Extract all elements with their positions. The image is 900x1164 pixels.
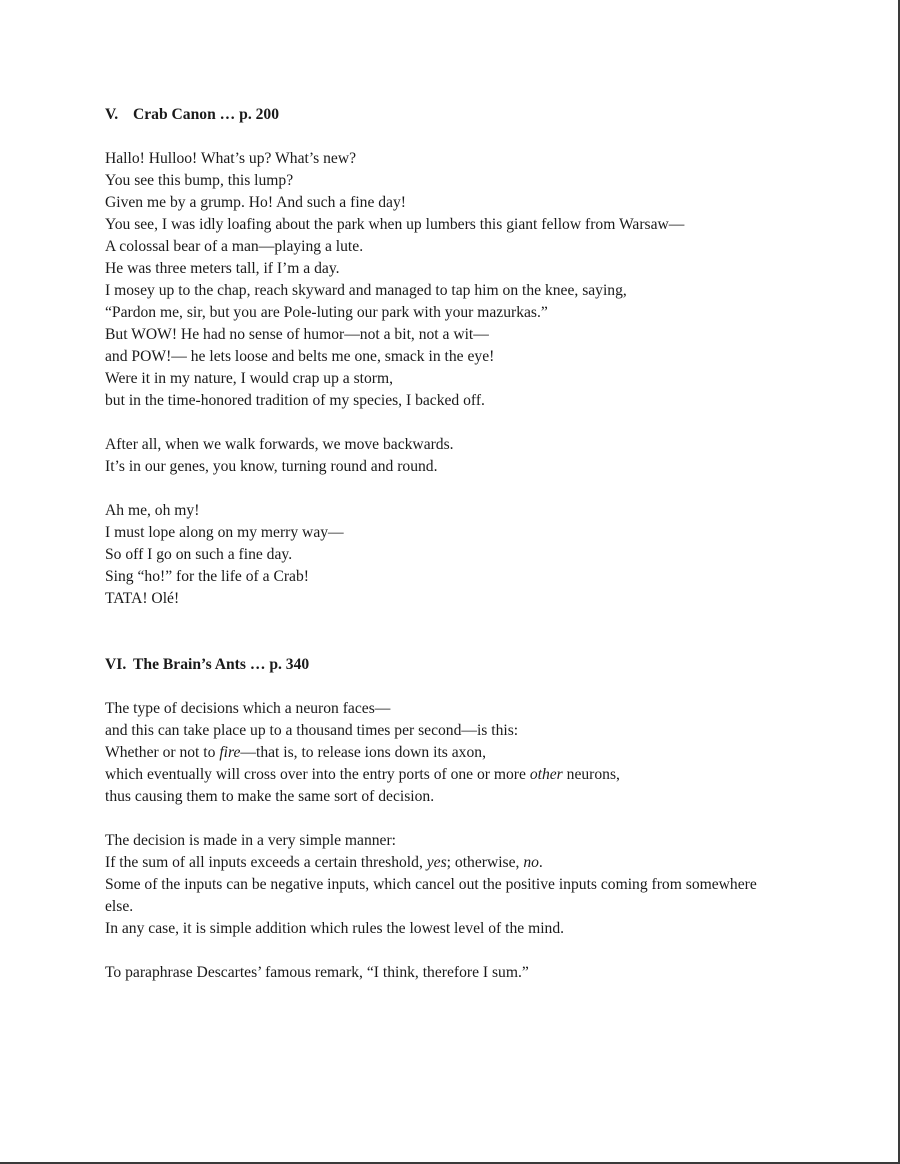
verse-line: Were it in my nature, I would crap up a storm, xyxy=(105,370,394,387)
verse-line: After all, when we walk forwards, we move backwards. xyxy=(105,436,454,453)
verse-line: You see this bump, this lump? xyxy=(105,172,294,189)
verse-line: So off I go on such a fine day. xyxy=(105,546,293,563)
verse-line: “Pardon me, sir, but you are Pole-luting our park with your mazurkas.” xyxy=(105,304,548,321)
verse-line: It’s in our genes, you know, turning round and round. xyxy=(105,458,438,475)
section-heading-crab-canon xyxy=(105,104,785,126)
text-run: which eventually will cross over into the entry ports of one or more xyxy=(105,766,530,783)
stanza xyxy=(105,434,785,478)
verse-line: Hallo! Hulloo! What’s up? What’s new? xyxy=(105,150,357,167)
verse-line: Some of the inputs can be negative inputs, which cancel out the positive inputs coming from somewhere else. xyxy=(105,876,757,915)
verse-line: but in the time-honored tradition of my species, I backed off. xyxy=(105,392,485,409)
stanza xyxy=(105,830,785,940)
verse-line: The decision is made in a very simple manner: xyxy=(105,832,396,849)
verse-line: You see, I was idly loafing about the park when up lumbers this giant fellow from Warsaw— xyxy=(105,216,685,233)
verse-line: I mosey up to the chap, reach skyward and managed to tap him on the knee, saying, xyxy=(105,282,627,299)
text-run: —that is, to release ions down its axon, xyxy=(240,744,486,761)
verse-line: and POW!— he lets loose and belts me one, smack in the eye! xyxy=(105,348,495,365)
section-title: The Brain’s Ants … p. 340 xyxy=(133,656,310,673)
emphasis-text: no xyxy=(523,854,539,871)
emphasis-text: fire xyxy=(219,744,241,761)
verse-line: In any case, it is simple addition which rules the lowest level of the mind. xyxy=(105,920,565,937)
text-run: ; otherwise, xyxy=(446,854,524,871)
section-title: Crab Canon … p. 200 xyxy=(133,106,280,123)
emphasis-text: yes xyxy=(426,854,447,871)
verse-line: I must lope along on my merry way— xyxy=(105,524,344,541)
section-number: VI. xyxy=(105,656,127,673)
stanza xyxy=(105,698,785,808)
stanza xyxy=(105,500,785,610)
stanza xyxy=(105,962,785,984)
verse-line: Ah me, oh my! xyxy=(105,502,200,519)
text-run: . xyxy=(538,854,543,871)
verse-line: He was three meters tall, if I’m a day. xyxy=(105,260,340,277)
stanza xyxy=(105,148,785,412)
verse-line: The type of decisions which a neuron faces— xyxy=(105,700,391,717)
verse-line: and this can take place up to a thousand times per second—is this: xyxy=(105,722,519,739)
verse-line xyxy=(105,852,785,874)
verse-line: thus causing them to make the same sort of decision. xyxy=(105,788,435,805)
verse-line xyxy=(105,742,785,764)
document-content xyxy=(105,104,785,984)
verse-line: But WOW! He had no sense of humor—not a bit, not a wit— xyxy=(105,326,489,343)
text-run: If the sum of all inputs exceeds a certain threshold, xyxy=(105,854,427,871)
verse-line: TATA! Olé! xyxy=(105,590,180,607)
verse-line: Given me by a grump. Ho! And such a fine day! xyxy=(105,194,406,211)
text-run: Whether or not to xyxy=(105,744,220,761)
verse-line: Sing “ho!” for the life of a Crab! xyxy=(105,568,309,585)
text-run: neurons, xyxy=(562,766,620,783)
emphasis-text: other xyxy=(529,766,563,783)
verse-line xyxy=(105,764,785,786)
verse-line: A colossal bear of a man—playing a lute. xyxy=(105,238,364,255)
section-heading-brains-ants xyxy=(105,654,785,676)
section-number: V. xyxy=(105,106,119,123)
verse-line: To paraphrase Descartes’ famous remark, “I think, therefore I sum.” xyxy=(105,964,529,981)
